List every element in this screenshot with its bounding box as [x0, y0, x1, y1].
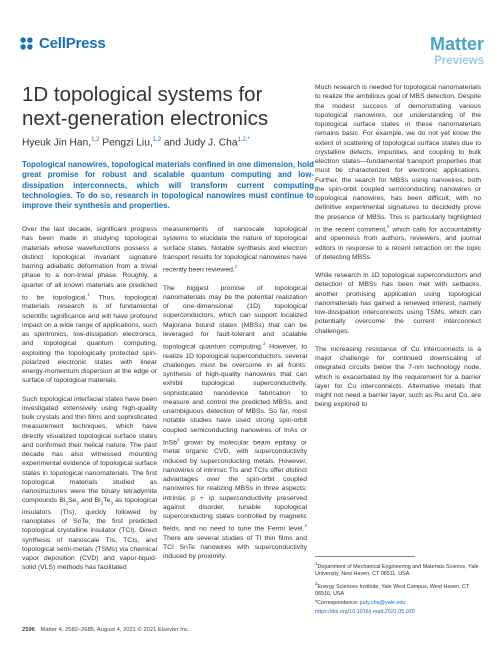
reference-link[interactable]: 5: [386, 223, 390, 229]
cellpress-logo-icon: [18, 35, 35, 52]
affiliation-footnote: $^2$Energy Sciences Institute, Yale West Campus, West Haven, CT 06516, USA: [315, 580, 470, 597]
body-column-2: [163, 225, 307, 571]
author-affiliation[interactable]: 1,2,*: [237, 137, 250, 143]
journal-name: Matter: [429, 34, 484, 54]
citation-line: Matter 4, 2582–2685, August 4, 2021 © 2021 Elsevier Inc.: [40, 627, 190, 633]
author-name: Pengzi Liu,: [102, 137, 153, 149]
paragraph: While research in 1D topological superconductors and detection of MBSs has been met with setbacks, another promising application using topological nanomaterials has gained a renewed interest, namely low-dissipation interconnects using TSMs, which can potentially overcome the current interconnect challenges.: [315, 272, 481, 335]
reference-link[interactable]: 2: [304, 523, 307, 529]
doi-link[interactable]: https://doi.org/10.1016/j.matt.2021.05.020: [315, 608, 415, 615]
paragraph: The increasing resistance of Cu interconnects is a major challenge for continued downscaling of integrated circuits below the 7-nm technology node, which is exacerbated by the requirement for a barrier layer for Cu interconnects. Alternative metals that might not need a barrier layer, such as Ru and Co, are being explored to: [315, 345, 481, 409]
article-title: 1D topological systems for next-generation electronics: [22, 83, 269, 130]
abstract: Topological nanowires, topological materials confined in one dimension, hold great promise for robust and scalable quantum computing and low-dissipation interconnects, which will transform current computing technologies. To do so, research in topological nanowires must continue to improve their synthesis and properties.: [22, 160, 314, 211]
page-number: 2596: [22, 627, 35, 633]
reference-link[interactable]: 1: [87, 291, 90, 297]
paragraph: The biggest promise of topological nanomaterials may be the potential realization of one-dimensional (1D) topological superconductors, which can support localized Majorana bound states (MBSs) that can be leveraged for fault-tolerant and scalable topological quantum computing.$^3$ However, to realize 1D topological superconductors, several challenges must be overcome in all fronts: synthesis of high-quality nanowires that can exhibit topological superconductivity, sophisticated nanodevice fabrication to measure and control the predicted MBSs, and unambiguous detection of MBSs. So far, most notable studies have used strong spin-orbit coupled semiconducting nanowires of InAs or InSb$^4$ grown by molecular beam epitaxy or metal organic CVD, with superconductivity induced by superconducting metals. However, nanowires of intrinsic TIs and TCIs offer distinct advantages over the spin-orbit coupled nanowires for realizing MBSs in three aspects: intrinsic p + ip superconductivity preserved against disorder, tunable topological superconducting states controlled by magnetic fields, and no need to tune the Fermi level.$^2$ There are several studies of TI thin films and TCI SnTe nanowires with superconductivity induced by proximity.: [163, 284, 307, 561]
author-affiliation[interactable]: 1,2: [152, 137, 162, 143]
correspondence: *Correspondence: judy.cha@yale.edu: [315, 599, 406, 606]
author-list: [22, 137, 250, 148]
reference-link[interactable]: 3: [262, 341, 266, 347]
footnote-divider: [315, 556, 415, 557]
author-affiliation[interactable]: 1,2: [91, 137, 100, 143]
body-column-1: [22, 225, 157, 582]
publisher-name: CellPress: [39, 35, 106, 52]
paragraph: Over the last decade, significant progress has been made in studying topological materials whose wavefunctions possess a distinct topological invariant signature barring adiabatic deformation from a trivial phase to a non-trivial phase. Roughly, a quarter of all known materials are predicted to be topological.$^1$ Thus, topological materials research is of fundamental scientific significance and will have profound impact on a wide range of applications, such as spintronics, low-dissipation electronics, and topological quantum computing, exploiting the topologically protected spin-polarized electronic states with linear energy-momentum dispersion at the edge or surface of topological materials.: [22, 226, 157, 385]
page-footer: [22, 627, 190, 633]
doi: [315, 609, 481, 616]
paragraph: measurements of nanoscale topological systems to elucidate the nature of topological surface states. Notable synthesis and electron transport results for topological nanowires have recently been reviewed.$^2$: [163, 226, 307, 274]
reference-link[interactable]: 2: [234, 264, 238, 269]
author-name: and Judy J. Cha: [163, 137, 238, 149]
journal-masthead: [430, 34, 484, 68]
section-name: Previews: [434, 55, 484, 67]
reference-link[interactable]: 4: [176, 436, 180, 442]
cellpress-logo: [18, 35, 106, 52]
author-name: Hyeuk Jin Han,: [22, 137, 92, 149]
body-column-3: [315, 83, 481, 419]
paragraph: Much research is needed for topological nanomaterials to realize the ambitious goal of MBS detection. Despite the modest success of demonstrating various topological nanowires, our understanding of the topological surface states in these nanomaterials remains basic. For example, we do not yet know the extent of scattering of topological surface states due to crystalline defects, impurities, and coupling to bulk electron states—fundamental transport properties that must be characterized for electronic applications. Further, the search for MBSs using nanowires, both the spin-orbit coupled semiconducting nanowires or topological nanowires, has been difficult, with no definitive experimental signatures to decidedly prove the presence of MBSs. This is particularly highlighted in the recent comment,$^5$ which calls for accountability and openness from authors, reviewers, and journal editors in response to a recent retraction on the topic of detecting MBSs.: [315, 84, 481, 261]
paragraph: Such topological interfacial states have been investigated extensively using high-quality bulk crystals and thin films and sophisticated measurement techniques, which have directly visualized topological surface states and confirmed their helical nature. The past decade has also witnessed mounting experimental evidence of topological surface states in topological nanomaterials. The first topological materials studied as nanostructures were the binary tetradymite compounds $Bi_2Se_3$ and $Bi_2Te_3$ as topological insulators (TIs), quickly followed by nanoplates of SnTe, the first predicted topological crystalline insulator (TCI). Direct synthesis of nanoscale TIs, TCIs, and topological semi-metals (TSMs) via chemical vapor deposition (CVD) and vapor-liquid-solid (VLS) methods has facilitated: [22, 395, 158, 572]
affiliation-footnote: $^1$Department of Mechanical Engineering and Materials Science, Yale University, New Haven, CT 06511, USA: [315, 561, 479, 577]
footnotes: [315, 556, 481, 618]
email-link[interactable]: judy.cha@yale.edu: [359, 599, 406, 606]
